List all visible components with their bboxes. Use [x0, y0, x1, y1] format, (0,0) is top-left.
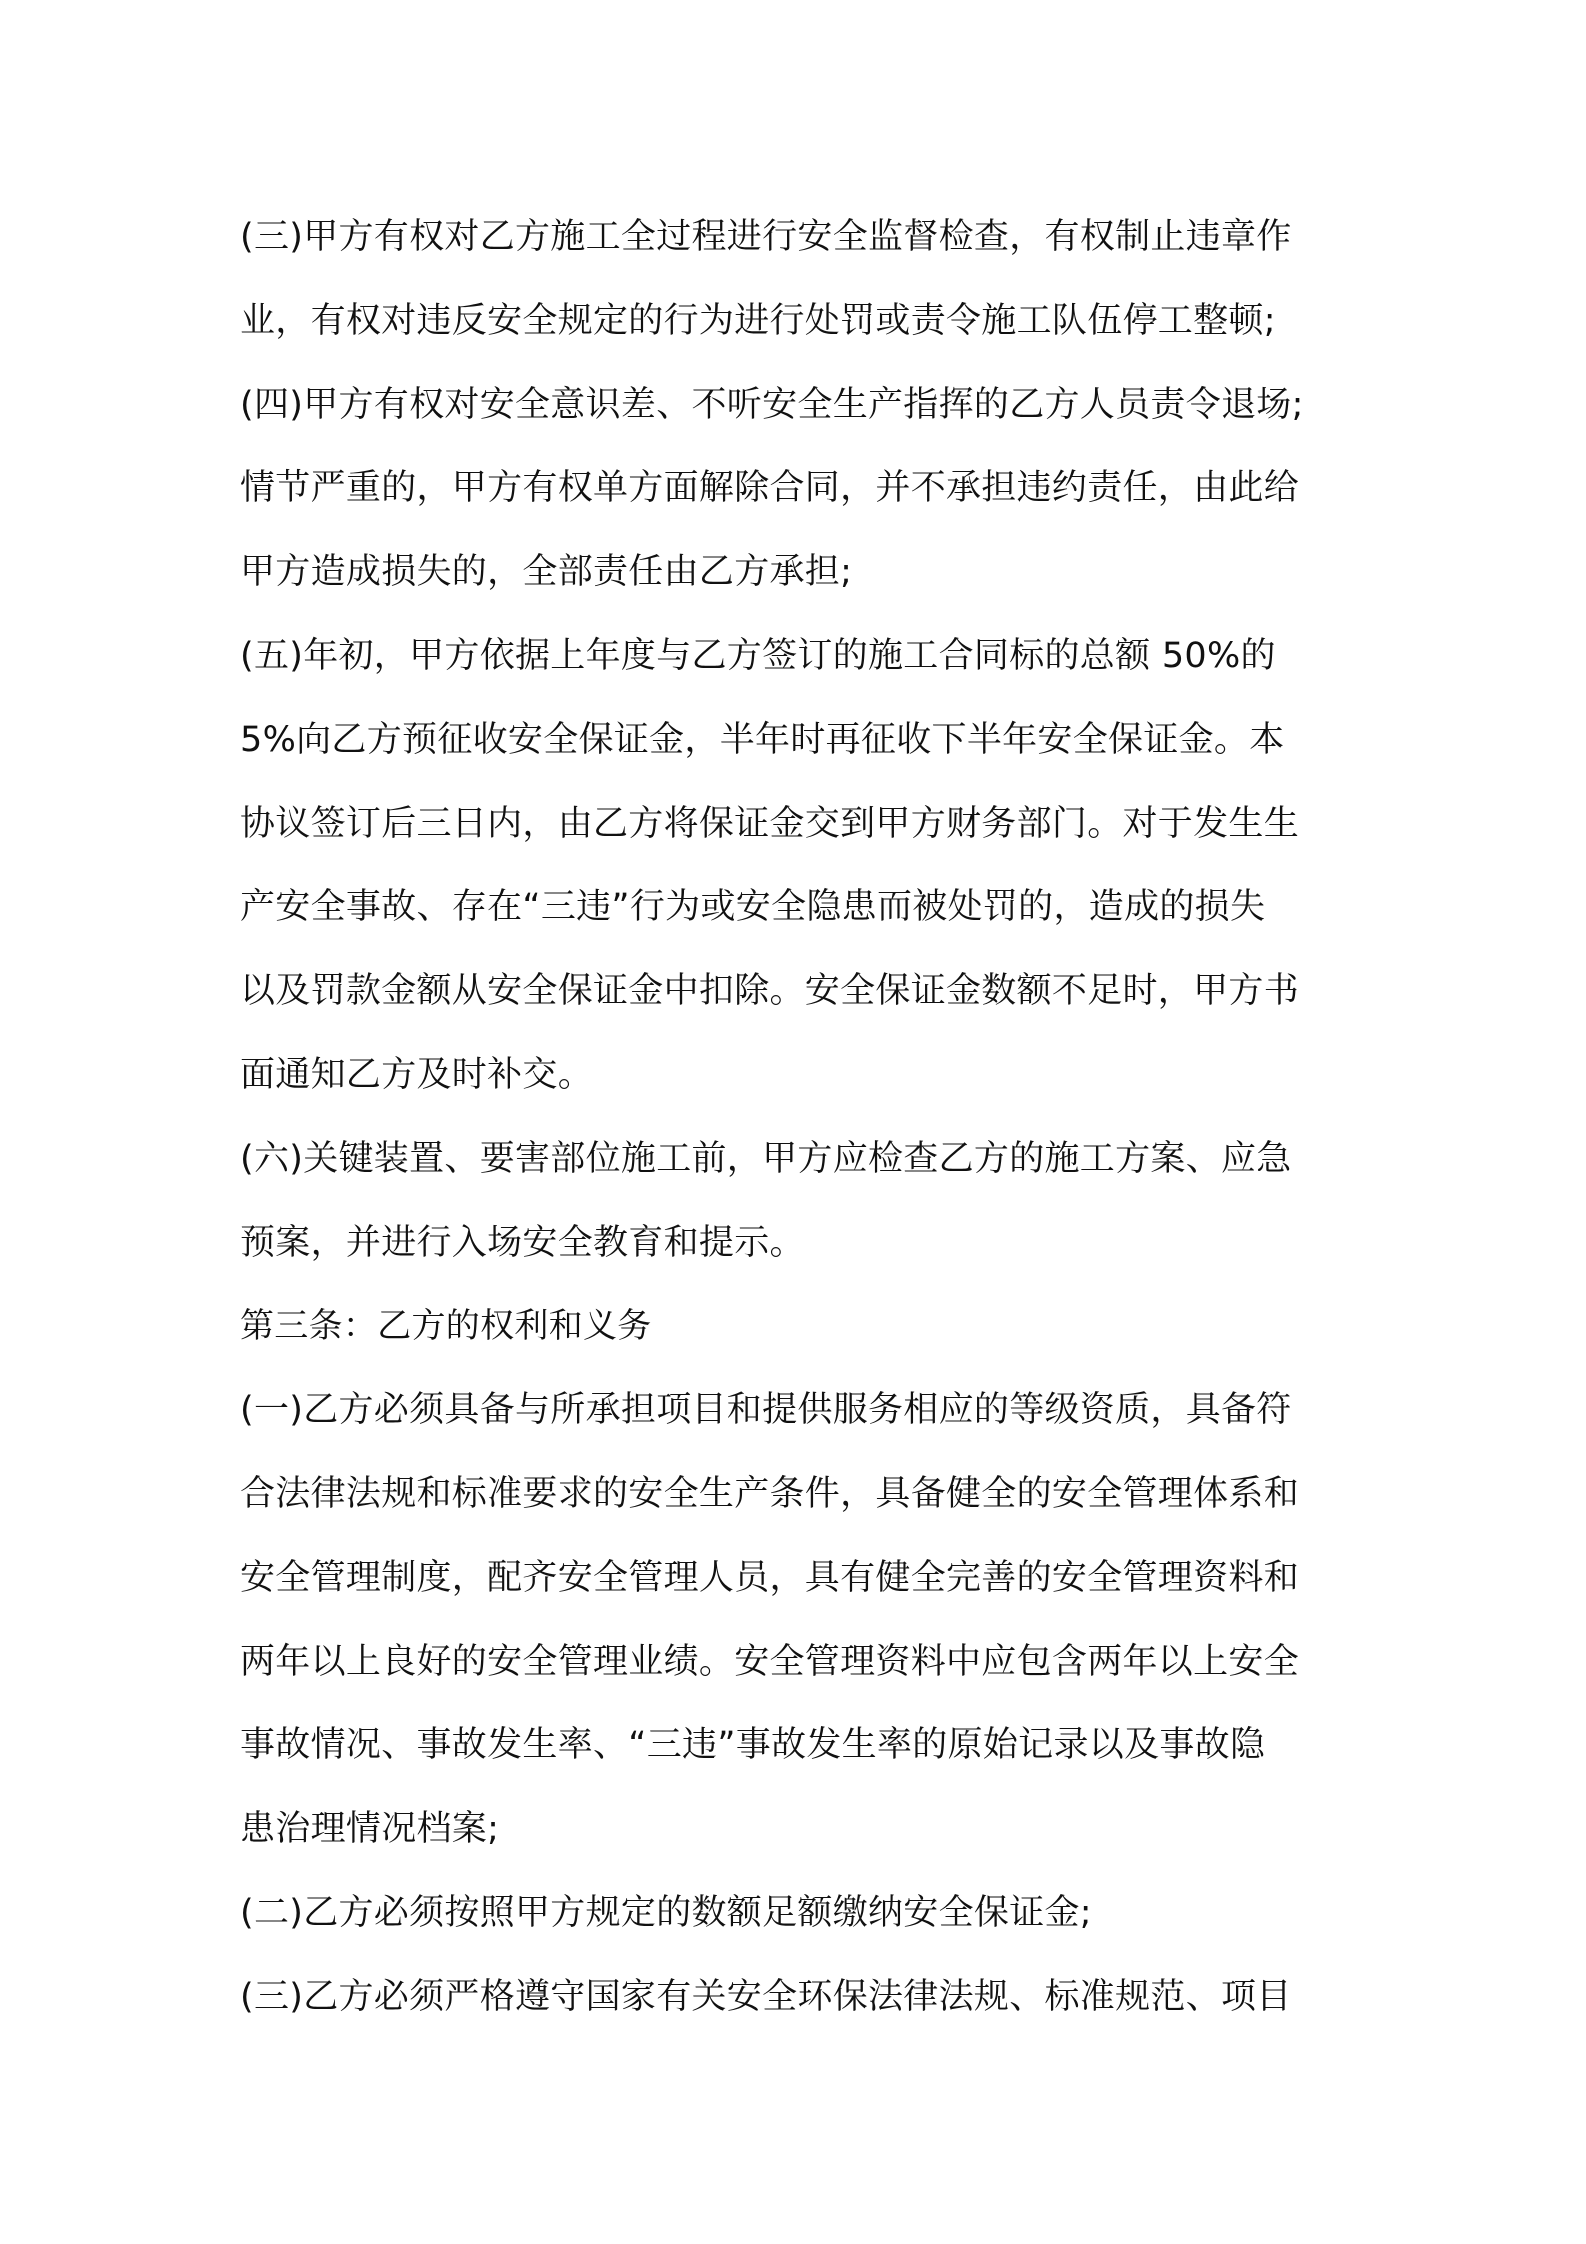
text-line: 产安全事故、存在“三违”行为或安全隐患而被处罚的，造成的损失	[240, 887, 1266, 928]
document-body	[240, 196, 1352, 2040]
text-line: 两年以上良好的安全管理业绩。安全管理资料中应包含两年以上安全	[240, 1641, 1300, 1682]
text-line: 协议签订后三日内，由乙方将保证金交到甲方财务部门。对于发生生	[240, 803, 1300, 844]
text-line: (六)关键装置、要害部位施工前，甲方应检查乙方的施工方案、应急	[240, 1138, 1292, 1179]
text-line: (三)甲方有权对乙方施工全过程进行安全监督检查，有权制止违章作	[240, 217, 1292, 257]
text-line: (一)乙方必须具备与所承担项目和提供服务相应的等级资质，具备符	[240, 1390, 1292, 1431]
text-line: (五)年初，甲方依据上年度与乙方签订的施工合同标的总额 50%的	[240, 635, 1276, 676]
text-line: 安全管理制度，配齐安全管理人员，具有健全完善的安全管理资料和	[240, 1557, 1300, 1598]
text-line: 面通知乙方及时补交。	[240, 1054, 594, 1095]
text-line: 5%向乙方预征收安全保证金，半年时再征收下半年安全保证金。本	[240, 719, 1285, 760]
text-line: 合法律法规和标准要求的安全生产条件，具备健全的安全管理体系和	[240, 1473, 1300, 1514]
text-line: (三)乙方必须严格遵守国家有关安全环保法律法规、标准规范、项目	[240, 1976, 1292, 2017]
text-line: 事故情况、事故发生率、“三违”事故发生率的原始记录以及事故隐	[240, 1725, 1266, 1766]
text-line: (四)甲方有权对安全意识差、不听安全生产指挥的乙方人员责令退场;	[240, 384, 1304, 425]
text-line: 甲方造成损失的，全部责任由乙方承担;	[240, 552, 853, 593]
text-line: 预案，并进行入场安全教育和提示。	[240, 1222, 805, 1263]
text-line: (二)乙方必须按照甲方规定的数额足额缴纳安全保证金;	[240, 1892, 1092, 1933]
text-line: 以及罚款金额从安全保证金中扣除。安全保证金数额不足时，甲方书	[240, 971, 1300, 1012]
text-line: 业，有权对违反安全规定的行为进行处罚或责令施工队伍停工整顿;	[240, 300, 1276, 341]
section-heading: 第三条：乙方的权利和义务	[240, 1306, 652, 1347]
text-line: 患治理情况档案;	[240, 1809, 500, 1850]
text-line: 情节严重的，甲方有权单方面解除合同，并不承担违约责任，由此给	[240, 468, 1300, 509]
